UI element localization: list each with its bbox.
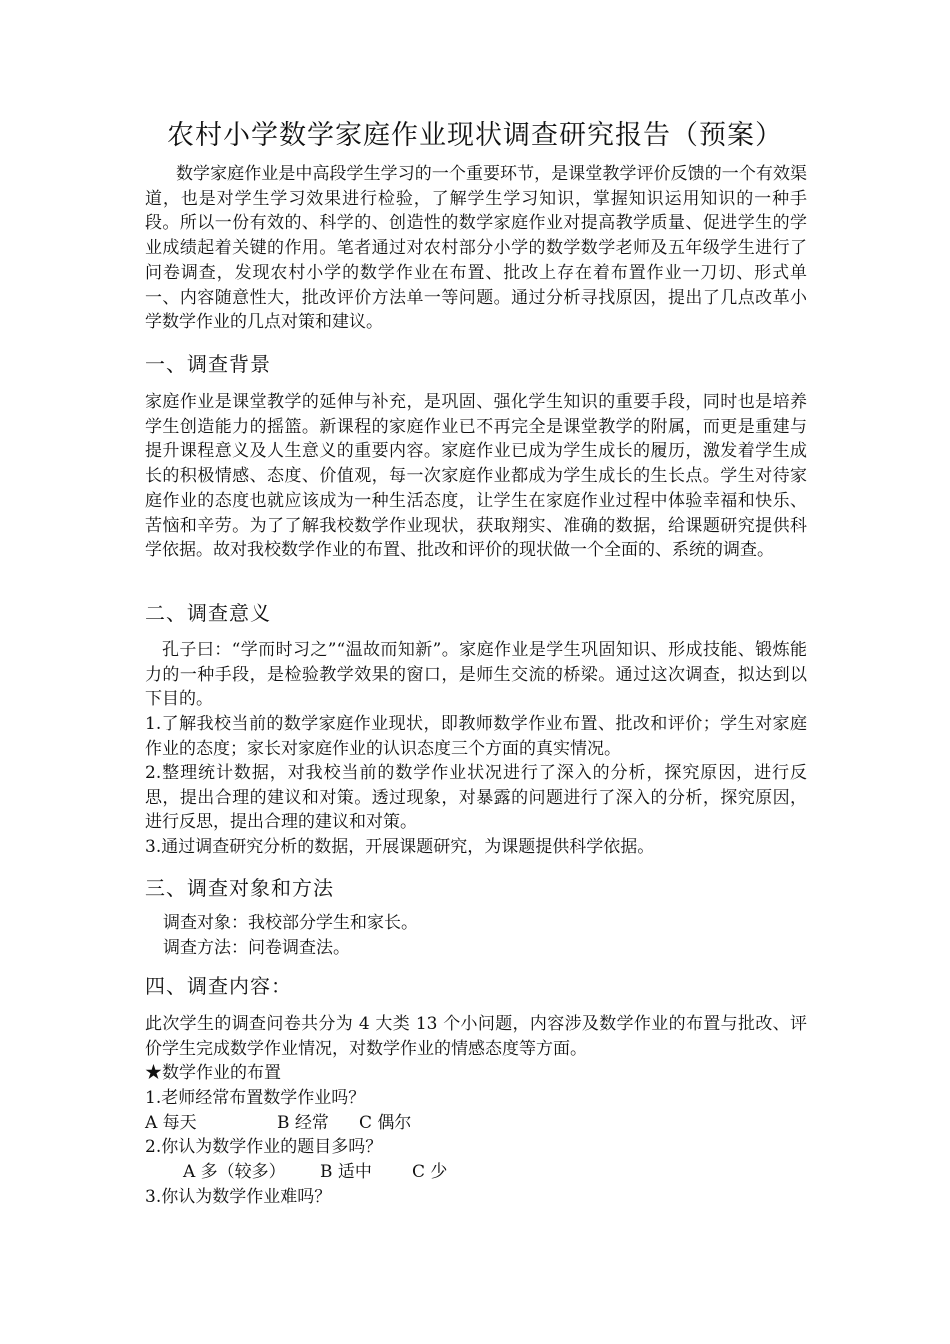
category-heading: ★数学作业的布置 [145, 1063, 281, 1083]
q2-option-a: A 多（较多） [183, 1162, 286, 1182]
purpose-item-1: 1.了解我校当前的数学家庭作业现状，即教师数学作业布置、批改和评价；学生对家庭作业的态度；家长对家庭作业的认识态度三个方面的真实情况。 [145, 714, 807, 759]
survey-method: 调查方法：问卷调查法。 [163, 938, 350, 958]
section-heading-subjects-methods: 三、调查对象和方法 [145, 876, 334, 900]
question-2: 2.你认为数学作业的题目多吗？ [145, 1137, 383, 1157]
purpose-item-2: 2.整理统计数据，对我校当前的数学作业状况进行了深入的分析，探究原因，进行反思，提出合理的建议和对策。透过现象，对暴露的问题进行了深入的分析，探究原因，进行反思，提出合理的建议和对策。 [145, 763, 807, 833]
section-heading-significance: 二、调查意义 [145, 601, 271, 625]
section-heading-background: 一、调查背景 [145, 352, 271, 376]
intro-paragraph: 数学家庭作业是中高段学生学习的一个重要环节，是课堂教学评价反馈的一个有效渠道，也是对学生学习效果进行检验，了解学生学习知识，掌握知识运用知识的一种手段。所以一份有效的、科学的、创造性的数学家庭作业对提高教学质量、促进学生的学业成绩起着关键的作用。笔者通过对农村部分小学的数学数学老师及五年级学生进行了问卷调查，发现农村小学的数学作业在布置、批改上存在着布置作业一刀切、形式单一、内容随意性大，批改评价方法单一等问题。通过分析寻找原因，提出了几点改革小学数学作业的几点对策和建议。 [145, 164, 807, 333]
q1-option-a: A 每天 [145, 1113, 197, 1133]
section-heading-content: 四、调查内容： [145, 974, 292, 998]
question-1: 1.老师经常布置数学作业吗？ [145, 1088, 366, 1108]
significance-paragraph: 孔子曰：“学而时习之”“温故而知新”。家庭作业是学生巩固知识、形成技能、锻炼能力的一种手段，是检验教学效果的窗口，是师生交流的桥梁。通过这次调查，拟达到以下目的。 [145, 640, 807, 710]
background-paragraph: 家庭作业是课堂教学的延伸与补充，是巩固、强化学生知识的重要手段，同时也是培养学生创造能力的摇篮。新课程的家庭作业已不再完全是课堂教学的附属，而更是重建与提升课程意义及人生意义的重要内容。家庭作业已成为学生成长的履历，激发着学生成长的积极情感、态度、价值观，每一次家庭作业都成为学生成长的生长点。学生对待家庭作业的态度也就应该成为一种生活态度，让学生在家庭作业过程中体验幸福和快乐、苦恼和辛劳。为了了解我校数学作业现状，获取翔实、准确的数据，给课题研究提供科学依据。故对我校数学作业的布置、批改和评价的现状做一个全面的、系统的调查。 [145, 392, 807, 561]
q1-option-b: B 经常 [277, 1113, 329, 1133]
document-title: 农村小学数学家庭作业现状调查研究报告（预案） [167, 120, 783, 151]
survey-subjects: 调查对象：我校部分学生和家长。 [163, 913, 418, 933]
question-3: 3.你认为数学作业难吗？ [145, 1187, 332, 1207]
q2-option-b: B 适中 [320, 1162, 372, 1182]
content-paragraph: 此次学生的调查问卷共分为 4 大类 13 个小问题，内容涉及数学作业的布置与批改、评价学生完成数学作业情况，对数学作业的情感态度等方面。 [145, 1014, 807, 1059]
purpose-item-3: 3.通过调查研究分析的数据，开展课题研究，为课题提供科学依据。 [145, 837, 655, 857]
q1-option-c: C 偶尔 [359, 1113, 412, 1133]
q2-option-c: C 少 [412, 1162, 448, 1182]
